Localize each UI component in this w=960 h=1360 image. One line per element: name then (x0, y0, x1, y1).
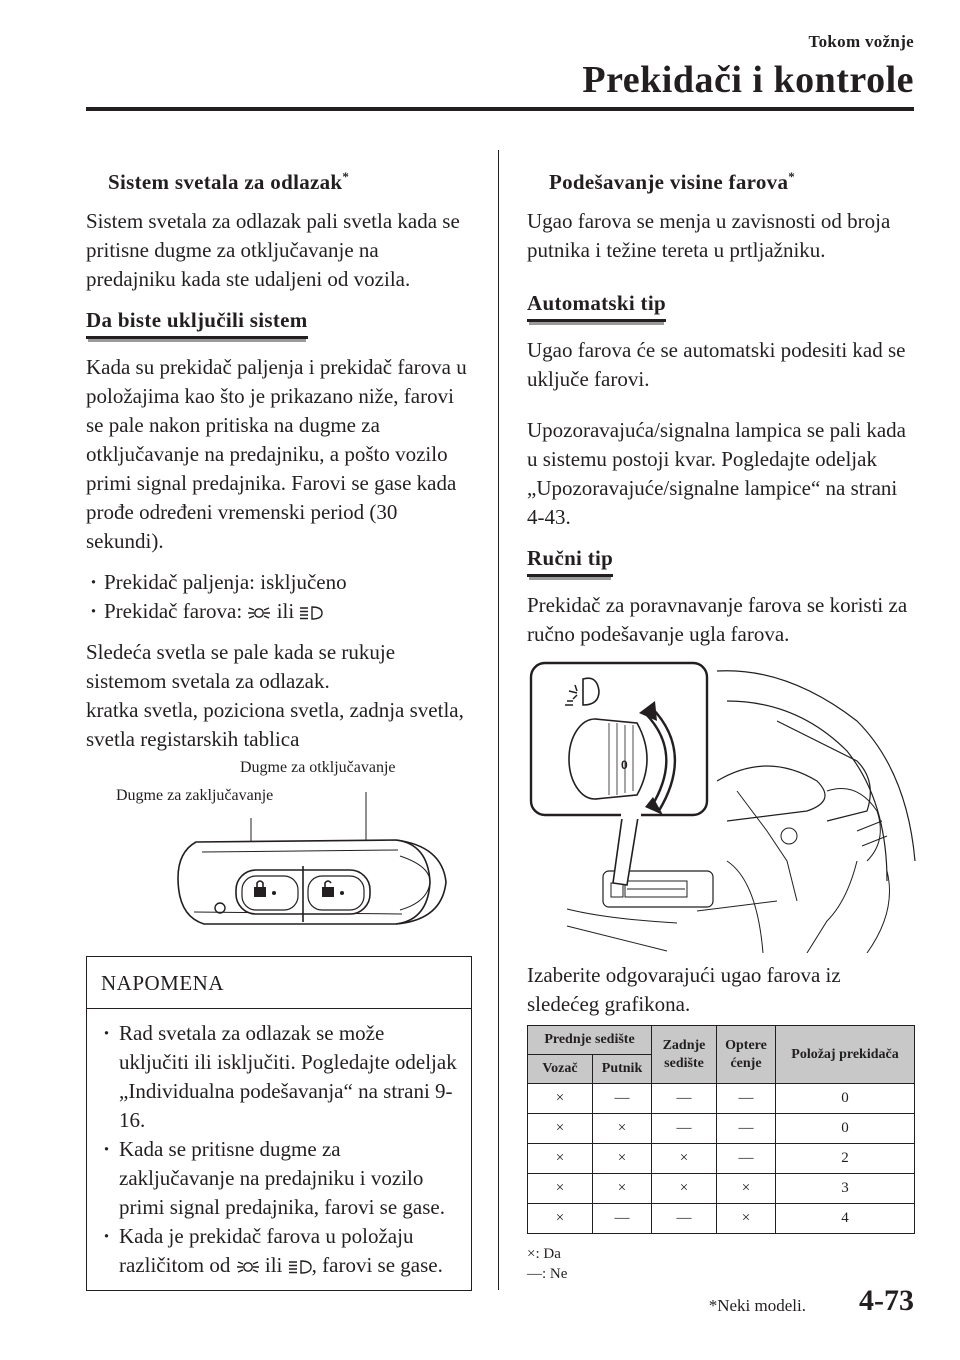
leveling-switch-figure (527, 661, 917, 953)
note-box (86, 956, 472, 1291)
table-row: × × — — 0 (528, 1114, 915, 1144)
bullet-headlight-switch: · Prekidač farova: ili (86, 597, 472, 626)
label-lock-button: Dugme za zaključavanje (116, 787, 274, 804)
note-item-1: · Rad svetala za odlazak se može uključiti ili isključiti. Pogledajte odeljak „Individualna podešavanja“ na strani 9-16. (99, 1019, 457, 1135)
parking-light-icon (236, 1259, 260, 1275)
header-driver: Vozač (528, 1055, 593, 1084)
right-column (527, 162, 917, 1284)
header-passenger: Putnik (593, 1055, 652, 1084)
lights-intro-paragraph: Sledeća svetla se pale kada se rukuje sistemom svetala za odlazak. (86, 640, 396, 693)
note-item-3: · Kada je prekidač farova u položaju različitom od ili , farovi se gase. (99, 1222, 457, 1280)
legend-no: —: Ne (527, 1266, 568, 1282)
section-label: Tokom vožnje (808, 32, 914, 51)
intro-paragraph: Sistem svetala za odlazak pali svetla kada se pritisne dugme za otključavanje na predajniku kada ste udaljeni od vozila. (86, 209, 460, 291)
legend-yes: ×: Da (527, 1246, 561, 1262)
table-row: × × × × 3 (528, 1174, 915, 1204)
note-body (87, 1009, 471, 1290)
parking-light-icon (247, 605, 271, 621)
section-heading-welcome-light: Sistem svetala za odlazak* (108, 169, 350, 194)
subheading-manual: Ručni tip (527, 544, 613, 577)
subheading-enable: Da biste uključili sistem (86, 306, 308, 339)
table-row: × — — — 0 (528, 1084, 915, 1114)
label-unlock-button: Dugme za otključavanje (240, 759, 396, 776)
optional-mark: * (342, 169, 350, 184)
lights-list-paragraph: kratka svetla, poziciona svetla, zadnja svetla, svetla registarskih tablica (86, 698, 464, 751)
key-fob-figure (86, 759, 472, 942)
footnote: *Neki modeli. (708, 1296, 806, 1315)
header-rear-seat: Zadnje sedište (652, 1026, 717, 1084)
header-switch-position: Položaj prekidača (776, 1026, 915, 1084)
header-front-seat: Prednje sedište (528, 1026, 652, 1055)
leveling-intro: Ugao farova se menja u zavisnosti od broja putnika i težine tereta u prtljažniku. (527, 209, 891, 262)
manual-paragraph-1: Prekidač za poravnavanje farova se koristi za ručno podešavanje ugla farova. (527, 593, 908, 646)
manual-paragraph-2: Izaberite odgovarajući ugao farova iz sledećeg grafikona. (527, 963, 841, 1016)
table-legend (527, 1244, 917, 1284)
optional-mark: * (788, 169, 796, 184)
section-heading-leveling: Podešavanje visine farova* (549, 169, 796, 194)
leveling-table (527, 1025, 915, 1234)
subheading-automatic: Automatski tip (527, 289, 666, 322)
left-column (86, 162, 472, 1291)
page-number: 4-73 (859, 1284, 914, 1317)
header-load: Optere ćenje (717, 1026, 776, 1084)
conditions-paragraph: Kada su prekidač paljenja i prekidač farova u položajima kao što je prikazano niže, farovi se pale nakon pritiska na dugme za otključavanje na predajniku, a pošto vozilo primi signal predajnika. Farovi se gase kada prođe određeni vremenski period (30 sekundi). (86, 355, 467, 553)
table-row: × — — × 4 (528, 1204, 915, 1234)
table-row: × × × — 2 (528, 1144, 915, 1174)
column-divider (498, 150, 499, 1290)
note-title: NAPOMENA (87, 957, 471, 1009)
automatic-paragraph-2: Upozoravajuća/signalna lampica se pali kada u sistemu postoji kvar. Pogledajte odeljak „Upozoravajuće/signalne lampice“ na strani 4-43. (527, 418, 907, 529)
headlight-icon (299, 605, 323, 621)
bullet-ignition: · Prekidač paljenja: isključeno (86, 568, 472, 597)
headlight-icon (288, 1259, 312, 1275)
automatic-paragraph-1: Ugao farova će se automatski podesiti kad se uključe farovi. (527, 338, 906, 391)
key-fob-drawing (166, 780, 506, 940)
svg-text:0: 0 (621, 758, 628, 772)
note-item-2: · Kada se pritisne dugme za zaključavanje na predajniku i vozilo primi signal predajnika, farovi se gase. (99, 1135, 457, 1222)
header-rule (86, 107, 914, 111)
page-title: Prekidači i kontrole (582, 59, 914, 101)
